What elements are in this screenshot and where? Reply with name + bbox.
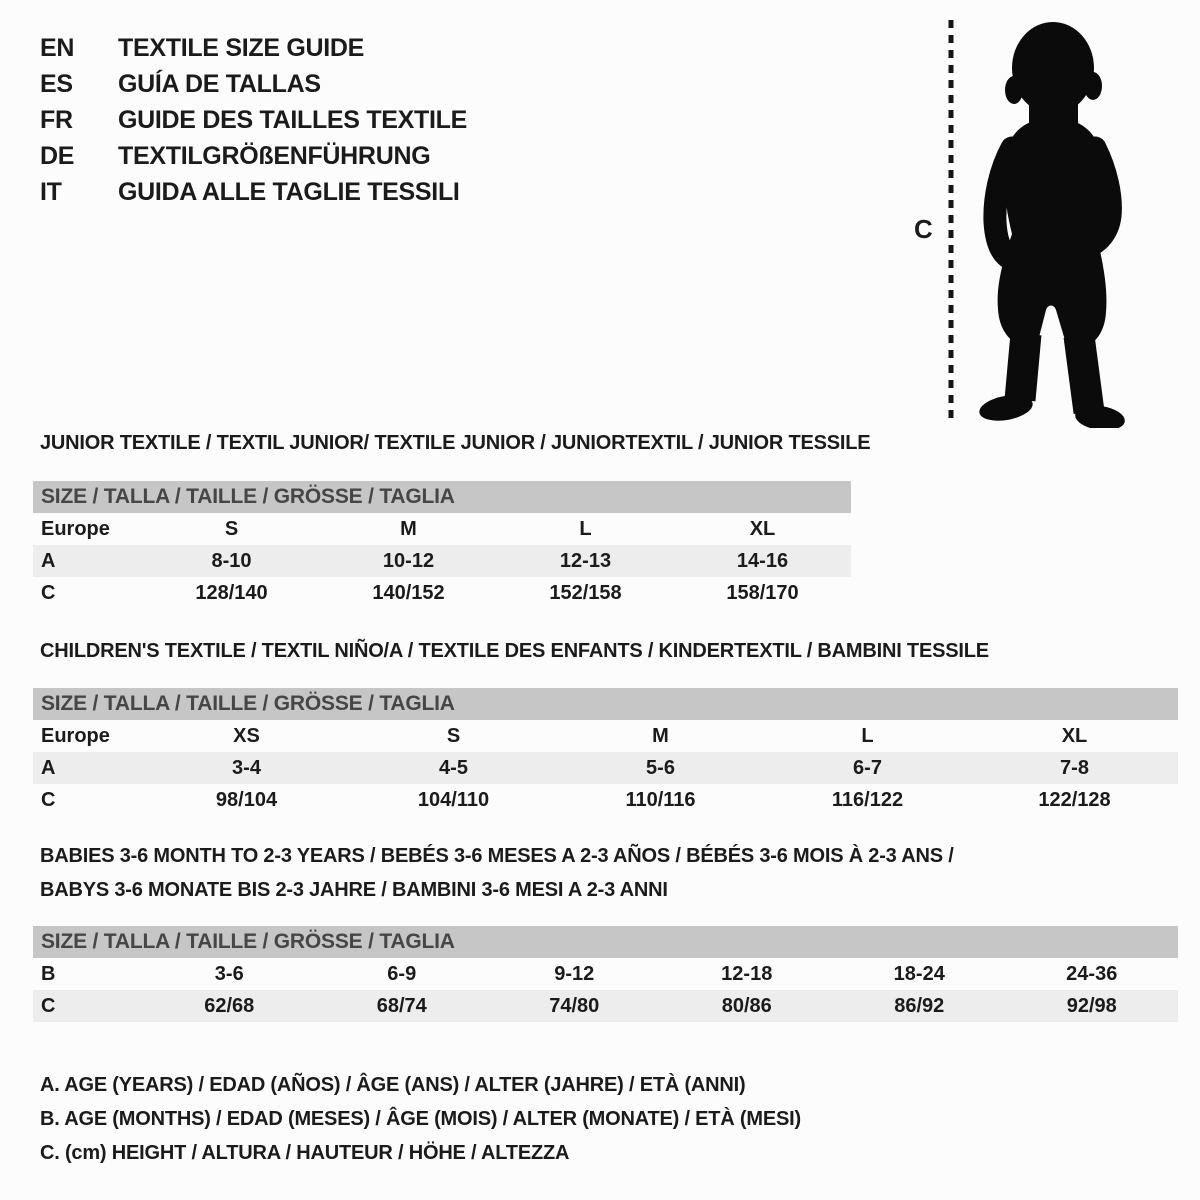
size-table-junior [33, 481, 851, 609]
height-cell: 110/116 [625, 788, 696, 811]
height-cell: 140/152 [372, 581, 445, 604]
size-cell: XS [233, 724, 260, 747]
height-cell: 86/92 [894, 994, 945, 1017]
height-cell: 104/110 [417, 788, 490, 811]
height-cell: 158/170 [726, 581, 799, 604]
table-header: SIZE / TALLA / TAILLE / GRÖSSE / TAGLIA [33, 926, 1178, 958]
height-cell: 80/86 [721, 994, 772, 1017]
height-cell: 74/80 [549, 994, 600, 1017]
age-cell: 18-24 [893, 962, 945, 985]
height-cell: 68/74 [376, 994, 427, 1017]
height-cell: 152/158 [549, 581, 622, 604]
size-cell: M [400, 517, 417, 540]
language-title: GUIDE DES TAILLES TEXTILE [118, 105, 468, 134]
table-row-age-months [33, 958, 1178, 990]
row-label: B [41, 962, 56, 985]
age-cell: 3-4 [232, 756, 261, 779]
language-row-es [40, 66, 467, 102]
row-label: Europe [41, 517, 110, 540]
table-row-age [33, 545, 851, 577]
language-code: FR [40, 105, 73, 134]
toddler-silhouette-icon [966, 16, 1142, 428]
language-code: ES [40, 69, 73, 98]
language-code: DE [40, 141, 75, 170]
height-cell: 122/128 [1038, 788, 1111, 811]
age-cell: 12-13 [559, 549, 612, 572]
legend-line-b: B. AGE (MONTHS) / EDAD (MESES) / ÂGE (MOIS) / ALTER (MONATE) / ETÀ (MESI) [40, 1107, 801, 1130]
age-cell: 10-12 [382, 549, 435, 572]
age-cell: 3-6 [214, 962, 244, 985]
age-cell: 6-7 [853, 756, 882, 779]
row-label: C [41, 788, 56, 811]
size-cell: S [446, 724, 461, 747]
section-title-children: CHILDREN'S TEXTILE / TEXTIL NIÑO/A / TEXTILE DES ENFANTS / KINDERTEXTIL / BAMBINI TESSILE [40, 640, 989, 662]
age-cell: 6-9 [387, 962, 417, 985]
section-title-junior: JUNIOR TEXTILE / TEXTIL JUNIOR/ TEXTILE JUNIOR / JUNIORTEXTIL / JUNIOR TESSILE [40, 432, 871, 454]
height-cell: 128/140 [195, 581, 268, 604]
height-dashed-line-icon [946, 20, 956, 418]
table-row-europe [33, 513, 851, 545]
table-row-height [33, 784, 1178, 816]
size-table-babies [33, 926, 1178, 1022]
language-title-list [40, 30, 467, 210]
language-title: TEXTILGRÖßENFÜHRUNG [118, 141, 431, 170]
table-row-height [33, 577, 851, 609]
language-title: TEXTILE SIZE GUIDE [118, 33, 365, 62]
legend-line-c: C. (cm) HEIGHT / ALTURA / HAUTEUR / HÖHE / ALTEZZA [40, 1141, 570, 1164]
row-label: A [41, 549, 56, 572]
age-cell: 4-5 [439, 756, 468, 779]
age-cell: 14-16 [736, 549, 789, 572]
age-cell: 7-8 [1060, 756, 1089, 779]
row-label: A [41, 756, 56, 779]
age-cell: 5-6 [646, 756, 675, 779]
language-row-en [40, 30, 467, 66]
language-code: EN [40, 33, 75, 62]
row-label: C [41, 994, 56, 1017]
table-header: SIZE / TALLA / TAILLE / GRÖSSE / TAGLIA [33, 481, 851, 513]
size-cell: L [579, 517, 592, 540]
size-cell: L [861, 724, 874, 747]
age-cell: 24-36 [1066, 962, 1118, 985]
size-cell: XL [1061, 724, 1088, 747]
size-cell: S [224, 517, 239, 540]
language-row-de [40, 138, 467, 174]
size-cell: M [652, 724, 669, 747]
height-cell: 62/68 [204, 994, 255, 1017]
section-title-babies-line1: BABIES 3-6 MONTH TO 2-3 YEARS / BEBÉS 3-6 MESES A 2-3 AÑOS / BÉBÉS 3-6 MOIS À 2-3 ANS / [40, 845, 954, 867]
legend-line-a: A. AGE (YEARS) / EDAD (AÑOS) / ÂGE (ANS) / ALTER (JAHRE) / ETÀ (ANNI) [40, 1073, 746, 1096]
language-row-fr [40, 102, 467, 138]
size-cell: XL [749, 517, 776, 540]
table-row-height [33, 990, 1178, 1022]
height-cell: 116/122 [831, 788, 904, 811]
language-title: GUÍA DE TALLAS [118, 69, 321, 98]
section-title-babies-line2: BABYS 3-6 MONATE BIS 2-3 JAHRE / BAMBINI 3-6 MESI A 2-3 ANNI [40, 879, 668, 901]
language-row-it [40, 174, 467, 210]
legend [40, 1068, 801, 1170]
height-c-label: C [914, 214, 933, 244]
height-cell: 92/98 [1066, 994, 1117, 1017]
row-label: Europe [41, 724, 110, 747]
age-cell: 9-12 [554, 962, 595, 985]
table-row-europe [33, 720, 1178, 752]
language-title: GUIDA ALLE TAGLIE TESSILI [118, 177, 460, 206]
table-header: SIZE / TALLA / TAILLE / GRÖSSE / TAGLIA [33, 688, 1178, 720]
row-label: C [41, 581, 56, 604]
language-code: IT [40, 177, 62, 206]
age-cell: 12-18 [721, 962, 773, 985]
height-cell: 98/104 [215, 788, 278, 811]
table-row-age [33, 752, 1178, 784]
size-table-children [33, 688, 1178, 816]
age-cell: 8-10 [211, 549, 252, 572]
